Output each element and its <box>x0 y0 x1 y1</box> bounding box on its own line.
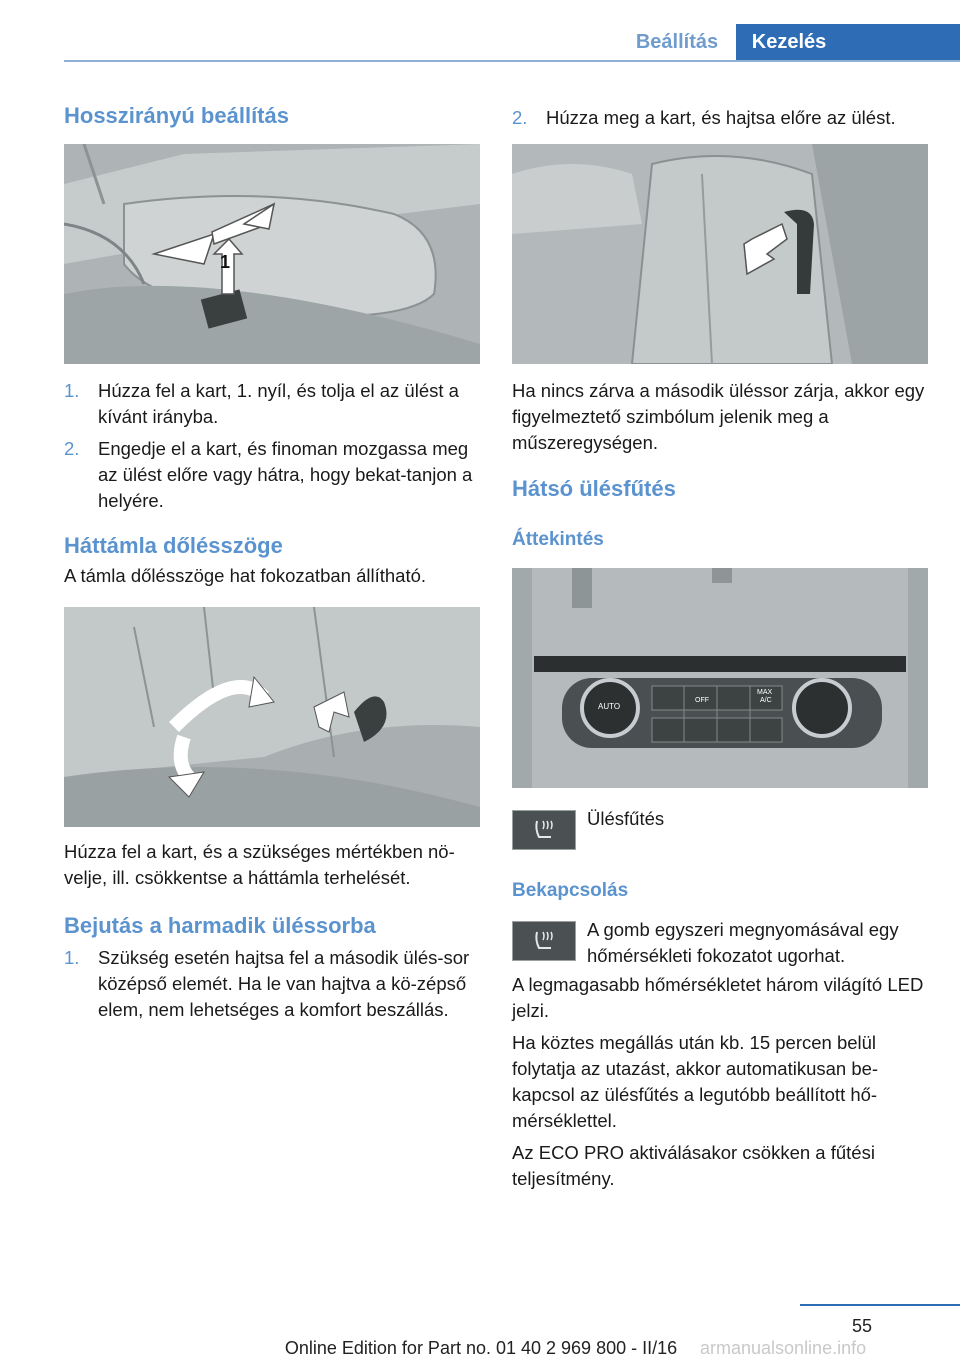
step-2-block <box>512 105 928 131</box>
list-item <box>64 378 480 430</box>
figure-control-panel <box>512 568 928 788</box>
switch-on-text: A gomb egyszeri megnyomásával egy hőmérsékleti fokozatot ugorhat. <box>587 919 899 966</box>
header-rule <box>64 60 960 62</box>
footer-edition: Online Edition for Part no. 01 40 2 969 800 - II/16 <box>284 1338 678 1358</box>
icon-caption: Ülésfűtés <box>587 808 665 829</box>
list-text: Húzza meg a kart, és hajtsa előre az ülést. <box>546 107 896 128</box>
list-number: 2. <box>64 438 80 459</box>
switch-on-text-block <box>587 917 927 969</box>
tab-kezeles[interactable]: Kezelés <box>736 24 842 61</box>
rear-heating-heading-block <box>512 476 928 502</box>
switch-on-heading-block <box>512 880 928 902</box>
heating-paragraphs <box>512 972 928 1192</box>
panel-ac-label: A/C <box>760 697 772 704</box>
left-column <box>64 103 480 129</box>
backrest-section <box>64 533 480 589</box>
heading-switch-on: Bekapcsolás <box>512 880 629 901</box>
backrest-caption: Húzza fel a kart, és a szükséges mértékben nö-velje, ill. csökkentse a háttámla terhelését. <box>64 841 455 888</box>
panel-max-label: MAX <box>757 689 773 696</box>
figure-seat-fold <box>512 144 928 364</box>
list-item <box>64 945 480 1023</box>
paragraph-eco-pro: Az ECO PRO aktiválásakor csökken a fűtési teljesítmény. <box>512 1142 875 1189</box>
heading-backrest: Háttámla dőlésszöge <box>64 533 283 558</box>
third-row-section <box>64 913 480 1023</box>
list-text: Engedje el a kart, és finoman mozgassa meg az ülést előre vagy hátra, hogy bekat-tanjon a helyére. <box>98 438 473 511</box>
panel-off-label: OFF <box>695 697 709 704</box>
list-text: Húzza fel a kart, 1. nyíl, és tolja el az ülést a kívánt irányba. <box>98 380 459 427</box>
tab-beallitas[interactable]: Beállítás <box>635 31 719 53</box>
warning-block <box>512 378 928 456</box>
seat-heating-icon <box>512 810 576 850</box>
list-number: 1. <box>64 380 80 401</box>
heading-rear-heating: Hátsó ülésfűtés <box>512 476 676 501</box>
figure-backrest <box>64 607 480 827</box>
list-number: 2. <box>512 107 528 128</box>
list-number: 1. <box>64 947 80 968</box>
backrest-caption-block <box>64 839 480 891</box>
heading-third-row: Bejutás a harmadik üléssorba <box>64 913 376 938</box>
backrest-text: A támla dőlésszöge hat fokozatban állítható. <box>64 565 427 586</box>
list-item <box>64 436 480 514</box>
watermark: armanualsonline.info <box>700 1338 867 1358</box>
panel-auto-label: AUTO <box>598 702 621 711</box>
paragraph-resume: Ha köztes megállás után kb. 15 percen belül folytatja az utazást, akkor automatikusan be-kapcsol az ülésfűtés a legutóbb beállított hő-mérséklettel. <box>512 1032 879 1131</box>
footer-rule <box>800 1304 960 1306</box>
figure-seat-longitudinal <box>64 144 480 364</box>
warning-text: Ha nincs zárva a második üléssor zárja, akkor egy figyelmeztető szimbólum jelenik meg a műszeregységen. <box>512 380 925 453</box>
tab-fill <box>842 24 960 61</box>
icon-caption-block <box>587 806 927 832</box>
list-item <box>512 105 928 131</box>
seat-heating-button-icon <box>512 921 576 961</box>
heading-longitudinal: Hosszirányú beállítás <box>64 103 289 128</box>
paragraph-leds: A legmagasabb hőmérsékletet három világító LED jelzi. <box>512 974 924 1021</box>
heading-overview: Áttekintés <box>512 529 604 550</box>
page-number: 55 <box>852 1316 873 1336</box>
list-text: Szükség esetén hajtsa fel a második ülés-sor középső elemét. Ha le van hajtva a kö-zépső elem, nem lehetséges a komfort beszállás. <box>98 947 470 1020</box>
steps-list-1 <box>64 378 480 514</box>
overview-heading-block <box>512 529 928 551</box>
figure-label-1: 1 <box>220 252 231 272</box>
